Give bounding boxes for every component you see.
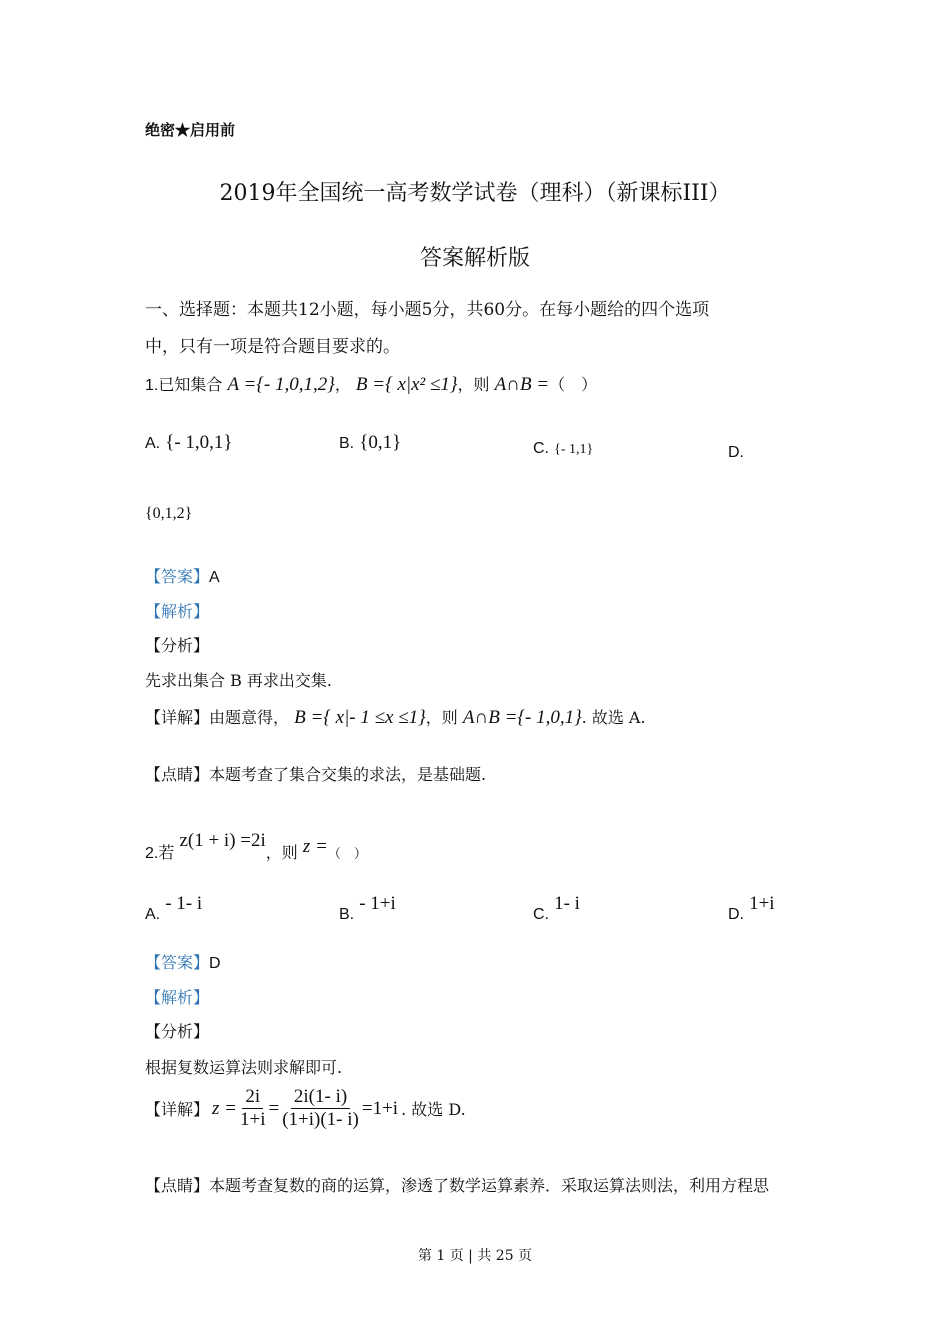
blank: （ ）	[327, 847, 367, 862]
q-number: 2.	[145, 845, 159, 862]
answer-value: A	[209, 569, 220, 586]
answer-value: D	[209, 955, 221, 972]
answer-tag: 【答案】	[145, 567, 210, 586]
fenxi-tag: 【分析】	[145, 1022, 210, 1041]
q-text: ，则	[265, 843, 298, 862]
math-set-b: B ={ x|x² ≤1}	[355, 374, 458, 395]
option-a	[145, 432, 233, 454]
option-c	[533, 438, 593, 458]
detail-text: 由题意得，	[209, 708, 290, 727]
punct: ，	[334, 375, 351, 394]
option-value: {- 1,0,1}	[165, 432, 233, 453]
option-d	[728, 442, 744, 462]
math-expr: z =	[302, 836, 328, 857]
page-title: 2019年全国统一高考数学试卷（理科）（新课标III）	[219, 181, 731, 206]
blank: （ ）	[549, 375, 598, 394]
option-b	[339, 432, 401, 454]
option-value: 1+i	[749, 893, 775, 914]
comment-text: 本题考查了集合交集的求法，是基础题.	[209, 765, 487, 784]
math-expr: A∩B =	[494, 374, 550, 395]
option-a	[145, 893, 202, 924]
option-label: D.	[728, 444, 744, 461]
detail-tag: 【详解】	[145, 708, 210, 727]
question-2	[145, 830, 367, 863]
math-eq: z(1 + i) =2i	[179, 830, 266, 851]
option-c	[533, 893, 580, 924]
secret-label: 绝密★启用前	[145, 121, 236, 139]
fenxi-tag: 【分析】	[145, 636, 210, 655]
math-expr: =1+i	[361, 1097, 399, 1119]
detail-tag: 【详解】	[145, 1100, 210, 1119]
detail-text: . 故选 A.	[581, 708, 646, 727]
option-value: - 1- i	[165, 893, 203, 914]
fenxi-text: 根据复数运算法则求解即可.	[145, 1058, 343, 1077]
numerator: 2i	[242, 1086, 263, 1109]
comment-tag: 【点睛】	[145, 765, 210, 784]
option-value: 1- i	[554, 893, 580, 914]
q-text: 已知集合	[158, 375, 223, 394]
option-label: D.	[728, 906, 744, 923]
fraction-1	[240, 1086, 266, 1131]
option-d-value: {0,1,2}	[145, 505, 193, 522]
q-text: ，则	[457, 375, 490, 394]
q-number: 1.	[145, 377, 159, 394]
detail-1	[145, 705, 646, 729]
option-label: A.	[145, 435, 161, 452]
answer-tag: 【答案】	[145, 953, 210, 972]
option-label: B.	[339, 906, 355, 923]
comment-tag: 【点睛】	[145, 1176, 210, 1195]
option-b	[339, 893, 396, 924]
denominator: (1+i)(1- i)	[282, 1109, 359, 1130]
detail-text: . 故选 D.	[401, 1100, 466, 1119]
math-expr: =	[268, 1097, 280, 1119]
option-label: C.	[533, 906, 549, 923]
page-footer: 第 1 页 | 共 25 页	[417, 1248, 533, 1264]
option-d	[728, 893, 775, 924]
analysis-tag: 【解析】	[145, 602, 210, 621]
option-label: A.	[145, 906, 161, 923]
detail-text: ，则	[425, 708, 458, 727]
comment-text: 本题考查复数的商的运算，渗透了数学运算素养．采取运算法则法，利用方程思	[209, 1176, 770, 1195]
option-value: {0,1}	[359, 432, 402, 453]
math-expr: z =	[212, 1097, 237, 1119]
option-label: C.	[533, 440, 549, 457]
detail-2	[145, 1086, 466, 1131]
option-label: B.	[339, 435, 355, 452]
math-expr: A∩B ={- 1,0,1}	[462, 707, 582, 728]
option-value: - 1+i	[359, 893, 396, 914]
page-subtitle: 答案解析版	[419, 246, 530, 271]
math-expr: B ={ x|- 1 ≤x ≤1}	[294, 707, 426, 728]
section-intro-2: 中，只有一项是符合题目要求的。	[145, 337, 400, 357]
fenxi-text: 先求出集合 B 再求出交集.	[145, 671, 333, 690]
denominator: 1+i	[239, 1109, 266, 1130]
math-set-a: A ={- 1,0,1,2}	[227, 374, 335, 395]
q-text: 若	[158, 843, 175, 862]
question-1	[145, 372, 597, 396]
numerator: 2i(1- i)	[291, 1086, 350, 1109]
fraction-2	[282, 1086, 359, 1131]
section-intro-1: 一、选择题：本题共12小题，每小题5分，共60分。在每小题给的四个选项	[145, 300, 710, 320]
option-value: {- 1,1}	[554, 442, 594, 457]
analysis-tag: 【解析】	[145, 988, 210, 1007]
